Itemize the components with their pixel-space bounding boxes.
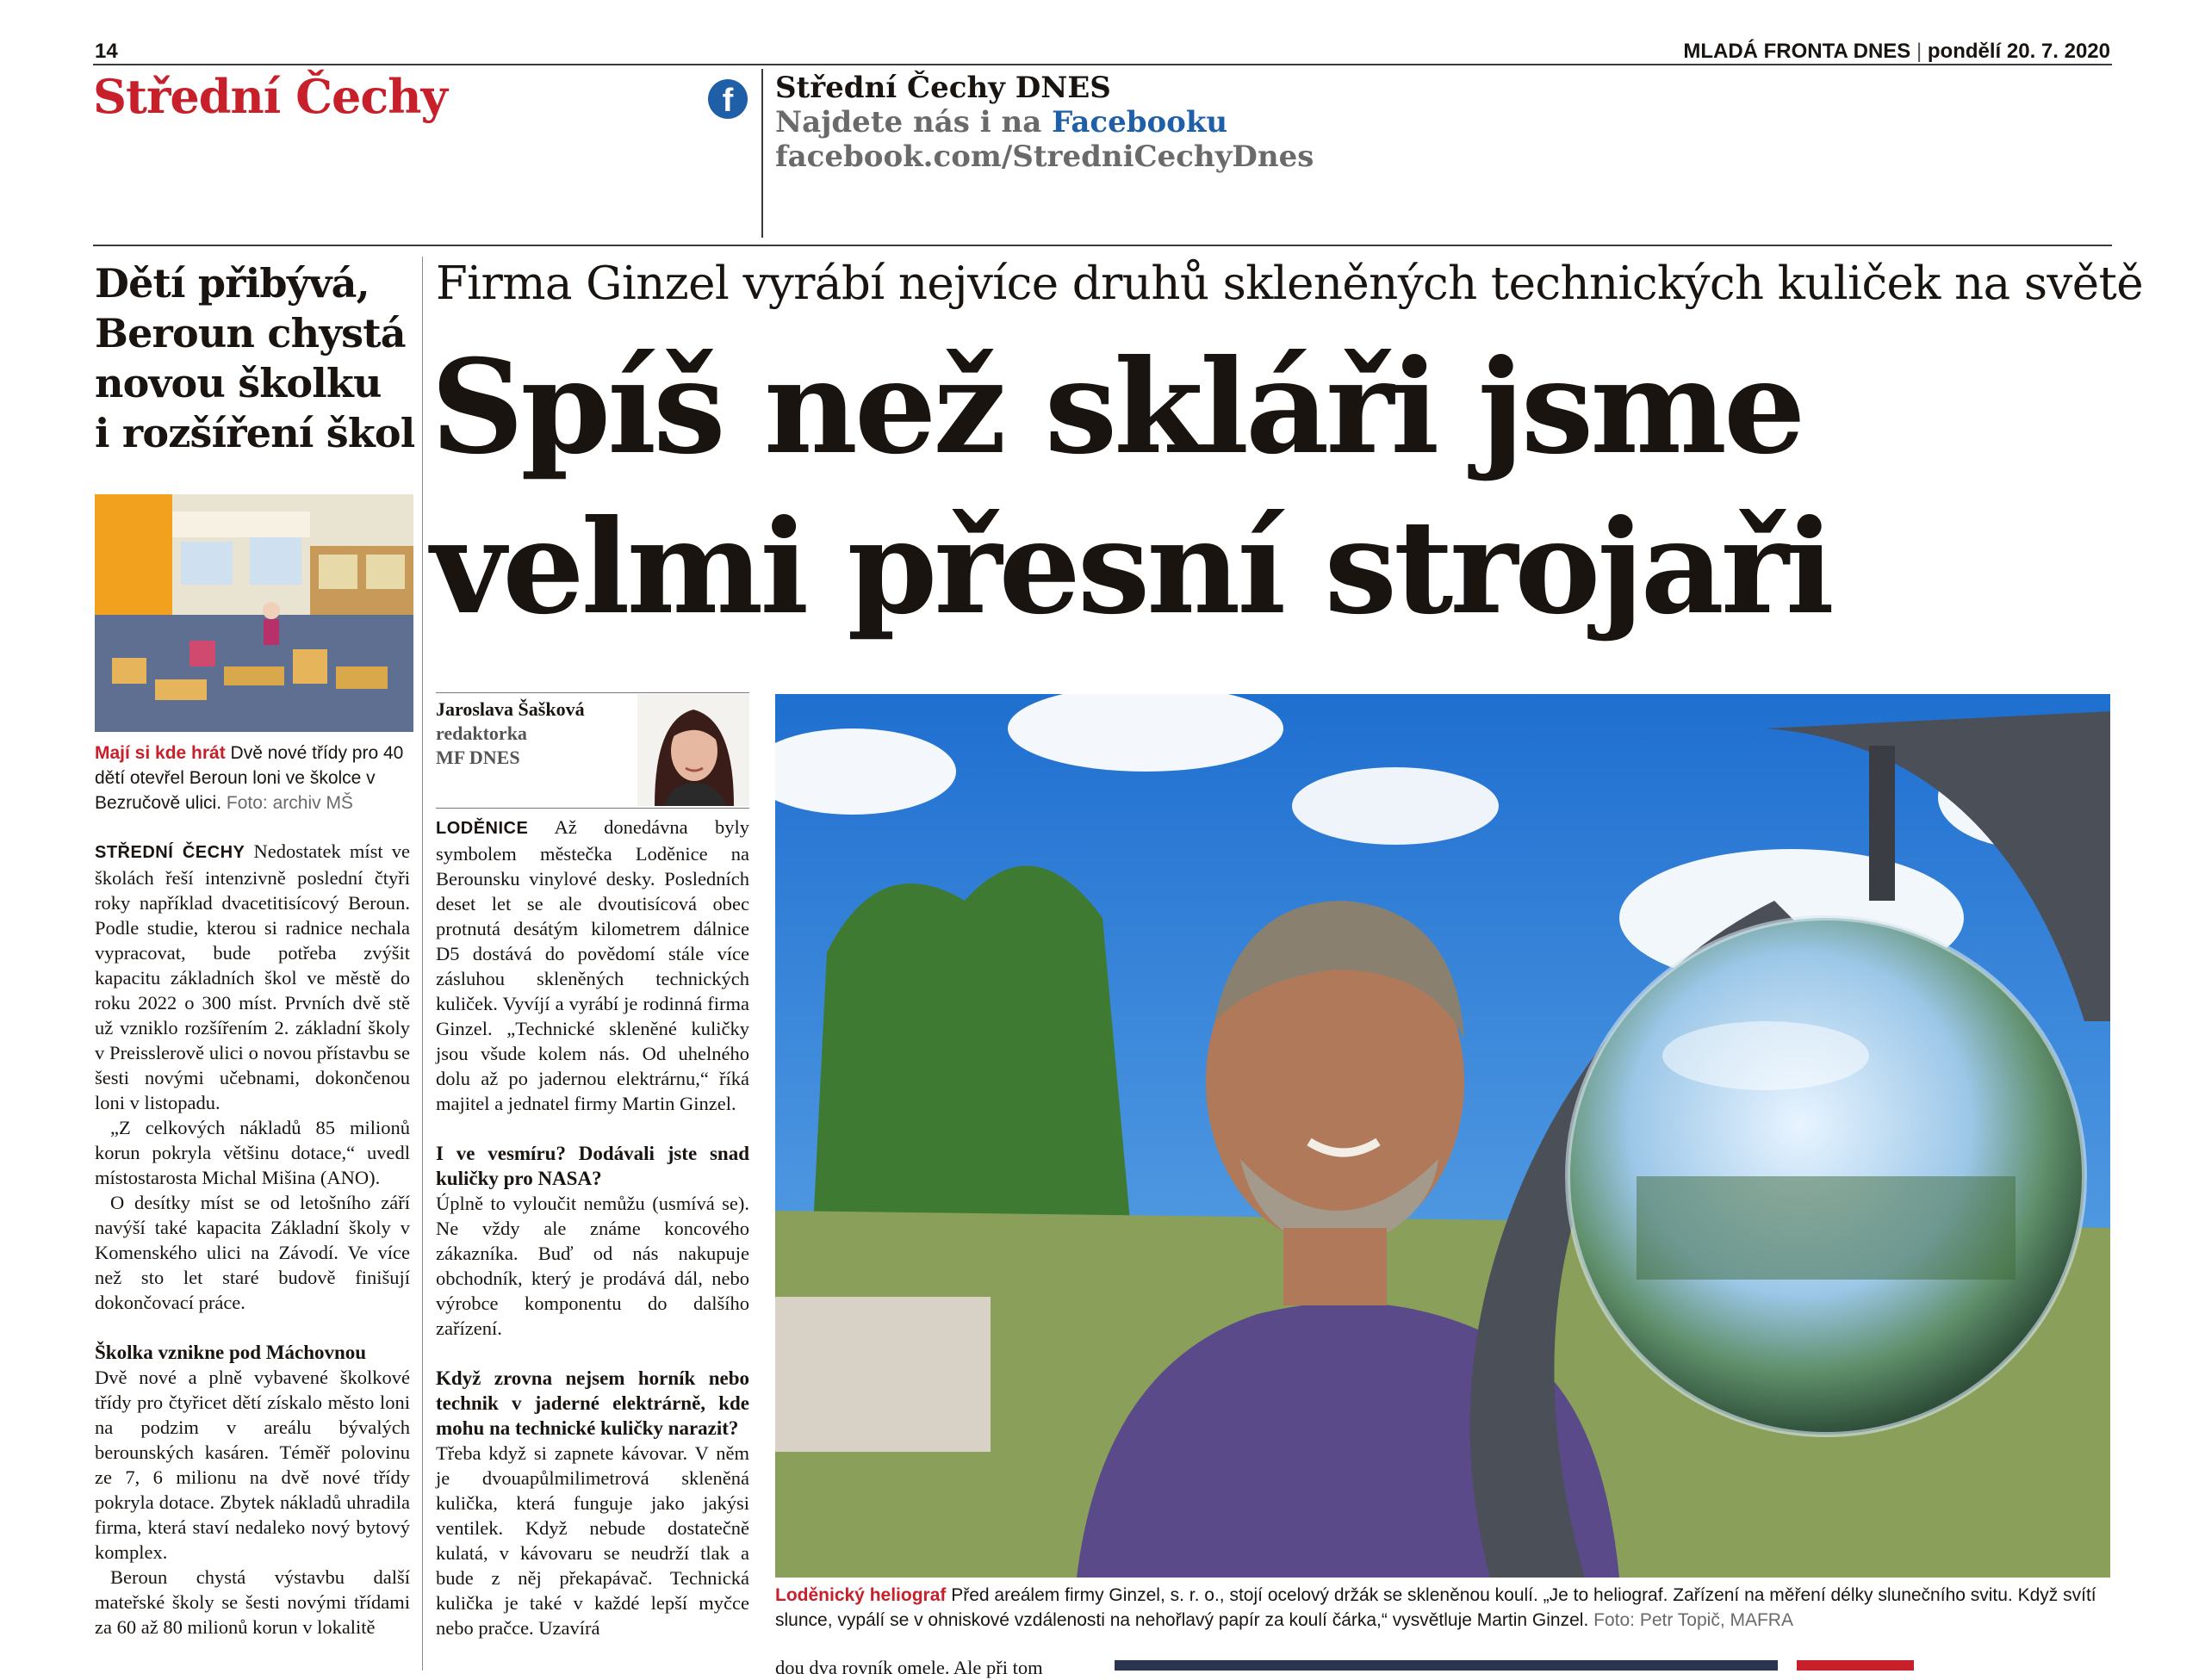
author-portrait-illustration [637,694,749,806]
kindergarten-photo [95,494,413,732]
header-rule [93,64,2112,65]
facebook-icon: f [708,79,748,119]
main-headline: Spíš než skláři jsme velmi přesní strojaři [431,332,1831,643]
next-column-fragment: dou dva rovník omele. Ale při tom [775,1657,1043,1678]
author-outlet: MF DNES [436,747,520,768]
heliograph-photo [775,694,2110,1578]
section-title: Střední Čechy [93,69,447,124]
author-byline [436,697,585,770]
kindergarten-illustration [95,494,413,732]
column-divider-left [422,257,423,1671]
page-number: 14 [95,40,118,63]
side-subhead: Školka vznikne pod Máchovnou [95,1342,367,1363]
red-box-fragment [1797,1660,1914,1671]
section-rule [93,245,2112,246]
question-1: I ve vesmíru? Dodávali jste snad kuličky pro NASA? [436,1143,749,1189]
kindergarten-photo-caption: Mají si kde hrát Dvě nové třídy pro 40 dětí otevřel Beroun loni ve školce v Bezručově ulici. Foto: archiv MŠ [95,743,404,813]
question-2: Když zrovna nejsem horník nebo technik v jaderné elektrárně, kde mohu na technické kuličky narazit? [436,1367,749,1439]
masthead-line: MLADÁ FRONTA DNES | pondělí 20. 7. 2020 [1683,40,2110,63]
main-story-body: LODĚNICE Až donedávna byly symbolem městečka Loděnice na Berounsku vinylové desky. Posledních deset let se ale dvoutisícová obec protnutá desátým kilometrem dálnice D5 dostává do povědomí stále více zásluhou skleněných technických kuliček. Vyvíjí a vyrábí je rodinná firma Ginzel. „Technické skleněné kuličky jsou všude kolem nás. Od uhelného dolu až po jadernou elektrárnu,“ říká majitel a jednatel firmy Martin Ginzel. I ve vesmíru? Dodávali jste snad kuličky pro NASA? Úplně to vyloučit nemůžu (usmívá se). Ne vždy ale známe koncového zákazníka. Buď od nás nakupuje obchodník, který je prodává dál, nebo výrobce komponentu do dalšího zařízení. Když zrovna nejsem horník nebo technik v jaderné elektrárně, kde mohu na technické kuličky narazit? Třeba když si zapnete kávovar. V něm je dvouapůlmilimetrová skleněná kulička, která funguje jako jakýsi ventilek. Když nebude dostatečně kulatá, v kávovaru se neudrží tlak a bude z něj překapávač. Technická kulička je také v každé lepší myčce nebo pračce. Uzavírá [436,816,749,1639]
author-role: redaktorka [436,722,527,744]
side-headline: Dětí přibývá, Beroun chystá novou školku i rozšíření škol [95,260,415,456]
issue-date: pondělí 20. 7. 2020 [1927,40,2110,63]
facebook-brand: Facebooku [1052,105,1228,139]
facebook-url[interactable]: facebook.com/StredniCechyDnes [775,139,1314,174]
author-name: Jaroslava Šašková [436,698,585,720]
facebook-promo-line: Najdete nás i na Facebooku [775,105,1228,139]
main-kicker: Firma Ginzel vyrábí nejvíce druhů skleněných technických kuliček na světě [436,257,2144,310]
facebook-promo-title: Střední Čechy DNES [775,71,1111,105]
side-story-body: STŘEDNÍ ČECHY Nedostatek míst ve školách řeší intenzivně poslední čtyři roky například dvacetitisícový Beroun. Podle studie, kterou si radnice nechala vypracovat, bude potřeba zvýšit kapacitu základních škol ve městě do roku 2022 o 300 míst. Prvních dvě stě už vzniklo rozšířením 2. základní školy v Preisslerově ulici o novou přístavbu se šesti novými učebnami, dokončenou loni v listopadu. „Z celkových nákladů 85 milionů korun pokryla většinu dotace,“ uvedl místostarosta Michal Mišina (ANO). O desítky míst se od letošního září navýší také kapacita Základní školy v Komenského ulici na Závodí. Ve více než sto let staré budově finišují dokončovací práce. Školka vznikne pod Máchovnou Dvě nové a plně vybavené školkové třídy pro čtyřicet dětí získalo město loni na podzim v areálu bývalých berounských kasáren. Téměř polovinu ze 7, 6 milionu na dvě nové třídy pokryla dotace. Zbytek nákladů uhradila firma, která staví nedaleko nový bytový komplex. Beroun chystá výstavbu další mateřské školy se šesti novými třídami za 60 až 80 milionů korun v lokalitě [95,840,410,1638]
next-photo-fragment [1115,1660,1778,1671]
heliograph-illustration [775,694,2110,1578]
author-rule-bottom [436,808,749,809]
author-rule [436,692,749,693]
facebook-divider [761,69,763,238]
author-portrait [637,694,749,806]
heliograph-photo-caption: Loděnický heliograf Před areálem firmy Ginzel, s. r. o., stojí ocelový držák se skleněnou koulí. „Je to heliograf. Zařízení na měření délky slunečního svitu. Když svítí slunce, vypálí se v ohniskové vzdálenosti na nehořlavý papír za koulí čárka,“ vysvětluje Martin Ginzel. Foto: Petr Topič, MAFRA [775,1585,2096,1630]
publication-name: MLADÁ FRONTA DNES [1683,40,1911,63]
